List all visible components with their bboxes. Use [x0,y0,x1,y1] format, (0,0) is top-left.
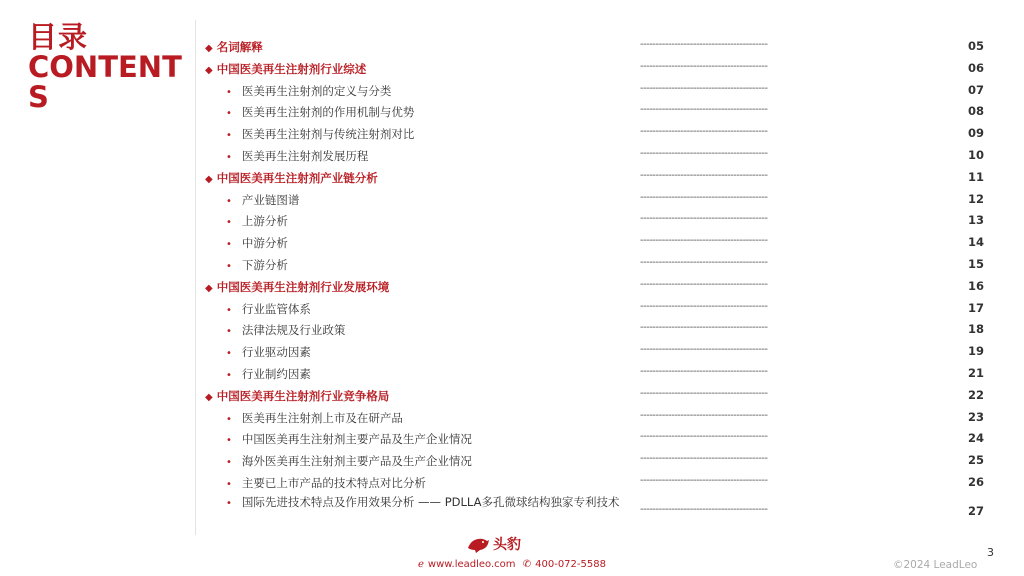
toc-page-number: 26 [967,474,984,489]
copyright: ©2024 LeadLeo [893,559,978,571]
toc-page-number: 05 [967,39,984,53]
toc-label [226,148,369,164]
website-link[interactable]: www.leadleo.com [427,559,516,570]
dot-bullet-icon: • [226,348,232,360]
toc-leader-dashes: ----------------------------------------- [640,387,768,399]
diamond-bullet-icon: ◆ [205,391,213,403]
toc-label-text: 法律法规及行业政策 [241,323,346,338]
dot-bullet-icon: • [226,413,232,425]
dot-bullet-icon: • [226,369,232,381]
toc-section-row[interactable] [200,58,990,80]
dot-bullet-icon: • [226,217,232,229]
toc-label [226,475,426,491]
toc-label [226,83,392,99]
toc-item-row[interactable] [200,319,990,341]
toc-leader-dashes: ----------------------------------------- [640,431,768,443]
toc-label [226,366,311,382]
diamond-bullet-icon: ◆ [205,282,213,294]
dot-bullet-icon: • [226,326,232,338]
toc-leader-dashes: ----------------------------------------- [640,322,768,334]
vertical-divider [195,20,196,535]
footer-logo [466,534,521,554]
dot-bullet-icon: • [226,260,232,272]
toc-leader-dashes: ----------------------------------------- [640,82,768,94]
toc-label-text: 中国医美再生注射剂行业综述 [216,61,367,76]
toc-leader-dashes: ----------------------------------------- [640,300,768,312]
dot-bullet-icon: • [226,497,232,509]
leopard-logo-icon [466,534,490,554]
toc-label-text: 医美再生注射剂的作用机制与优势 [241,105,415,120]
table-of-contents [200,36,990,528]
toc-page-number: 13 [967,213,984,228]
toc-page-number: 24 [967,431,984,446]
toc-leader-dashes: ----------------------------------------- [640,278,768,290]
dot-bullet-icon: • [226,239,232,251]
toc-label-text: 产业链图谱 [241,192,300,207]
toc-item-row[interactable] [200,210,990,232]
dot-bullet-icon: • [226,195,232,207]
toc-label-text: 行业监管体系 [241,301,311,316]
toc-label [226,192,300,208]
toc-page-number: 10 [967,147,984,162]
toc-label [226,301,311,317]
toc-leader-dashes: ----------------------------------------- [640,39,768,50]
toc-label-text: 中游分析 [241,236,288,251]
toc-leader-dashes: ----------------------------------------- [640,104,768,116]
toc-page-number: 16 [967,278,984,293]
toc-label [226,453,472,469]
toc-page-number: 19 [967,344,984,359]
toc-leader-dashes: ----------------------------------------- [640,147,768,159]
dot-bullet-icon: • [226,86,232,98]
toc-page-number: 17 [967,300,984,315]
toc-leader-dashes: ----------------------------------------- [640,235,768,247]
toc-label [226,431,472,447]
footer-contact [418,559,610,570]
toc-item-row[interactable] [200,232,990,254]
toc-page-number: 21 [967,365,984,380]
toc-leader-dashes: ----------------------------------------- [640,169,768,181]
toc-item-row[interactable] [200,254,990,276]
toc-page-number: 22 [967,387,984,402]
toc-section-row[interactable] [200,36,990,58]
toc-leader-dashes: ----------------------------------------- [640,256,768,268]
toc-leader-dashes: ----------------------------------------- [640,60,768,72]
toc-item-row[interactable] [200,341,990,363]
toc-leader-dashes: ----------------------------------------- [640,453,768,465]
toc-section-row[interactable] [200,167,990,189]
toc-label [205,39,263,55]
toc-item-row[interactable] [200,428,990,450]
toc-item-row[interactable] [200,494,990,528]
toc-leader-dashes: ----------------------------------------- [640,503,768,515]
toc-leader-dashes: ----------------------------------------- [640,126,768,138]
toc-section-row[interactable] [200,385,990,407]
toc-page-number: 09 [967,126,984,141]
toc-item-row[interactable] [200,145,990,167]
toc-label [226,410,403,426]
toc-label-text: 医美再生注射剂上市及在研产品 [241,410,403,425]
toc-item-row[interactable] [200,450,990,472]
dot-bullet-icon: • [226,435,232,447]
toc-item-row[interactable] [200,123,990,145]
diamond-bullet-icon: ◆ [205,43,213,54]
toc-label [205,170,378,186]
title-en: CONTENTS [28,50,182,114]
toc-label-text: 医美再生注射剂与传统注射剂对比 [241,127,415,142]
toc-page-number: 07 [967,82,984,97]
page-title [28,22,188,112]
toc-label-text: 中国医美再生注射剂行业发展环境 [216,279,390,294]
dot-bullet-icon: • [226,151,232,163]
toc-label [226,322,346,338]
toc-label-text: 下游分析 [241,257,288,272]
toc-page-number: 12 [967,191,984,206]
page-number: 3 [987,546,994,559]
toc-label-text: 海外医美再生注射剂主要产品及生产企业情况 [241,454,472,469]
phone-icon: ✆ [522,559,532,570]
toc-item-row[interactable] [200,363,990,385]
toc-page-number: 25 [967,453,984,468]
toc-label [205,279,389,295]
toc-label [226,235,288,251]
toc-label [226,494,620,511]
toc-page-number: 08 [967,104,984,119]
toc-leader-dashes: ----------------------------------------- [640,213,768,225]
toc-item-row[interactable] [200,298,990,320]
toc-label [226,257,288,273]
toc-label [205,388,389,404]
title-cn: 目录 [28,20,89,54]
diamond-bullet-icon: ◆ [205,173,213,185]
toc-label-text: 名词解释 [216,40,263,54]
toc-page-number: 11 [967,169,984,184]
dot-bullet-icon: • [226,478,232,490]
toc-leader-dashes: ----------------------------------------- [640,409,768,421]
toc-label-text: 主要已上市产品的技术特点对比分析 [241,475,426,490]
toc-label-text: 上游分析 [241,214,288,229]
dot-bullet-icon: • [226,130,232,142]
toc-item-row[interactable] [200,472,990,494]
dot-bullet-icon: • [226,108,232,120]
toc-section-row[interactable] [200,276,990,298]
toc-label-text: 中国医美再生注射剂产业链分析 [216,170,378,185]
toc-leader-dashes: ----------------------------------------- [640,365,768,377]
toc-page-number: 18 [967,322,984,337]
toc-label-text: 中国医美再生注射剂主要产品及生产企业情况 [241,432,472,447]
toc-page-number: 14 [967,235,984,250]
toc-label-text: 中国医美再生注射剂行业竞争格局 [216,388,390,403]
toc-item-row[interactable] [200,407,990,429]
phone-number: 400-072-5588 [535,559,606,570]
logo-text: 头豹 [493,537,521,553]
toc-label-text: 医美再生注射剂发展历程 [241,148,369,163]
toc-page-number: 27 [967,503,984,518]
toc-label [226,104,415,120]
toc-label-text: 医美再生注射剂的定义与分类 [241,83,392,98]
toc-page-number: 06 [967,60,984,75]
toc-label-text: 国际先进技术特点及作用效果分析 —— PDLLA多孔微球结构独家专利技术 [241,494,620,509]
toc-page-number: 15 [967,256,984,271]
toc-label [205,61,366,77]
toc-page-number: 23 [967,409,984,424]
toc-leader-dashes: ----------------------------------------- [640,344,768,356]
dot-bullet-icon: • [226,457,232,469]
toc-label [226,126,415,142]
website-icon: ℯ [418,559,424,570]
toc-label-text: 行业制约因素 [241,366,311,381]
dot-bullet-icon: • [226,304,232,316]
toc-leader-dashes: ----------------------------------------- [640,474,768,486]
toc-label [226,344,311,360]
diamond-bullet-icon: ◆ [205,64,213,76]
toc-label-text: 行业驱动因素 [241,345,311,360]
toc-item-row[interactable] [200,101,990,123]
toc-item-row[interactable] [200,80,990,102]
toc-label [226,213,288,229]
toc-item-row[interactable] [200,189,990,211]
toc-leader-dashes: ----------------------------------------- [640,191,768,203]
